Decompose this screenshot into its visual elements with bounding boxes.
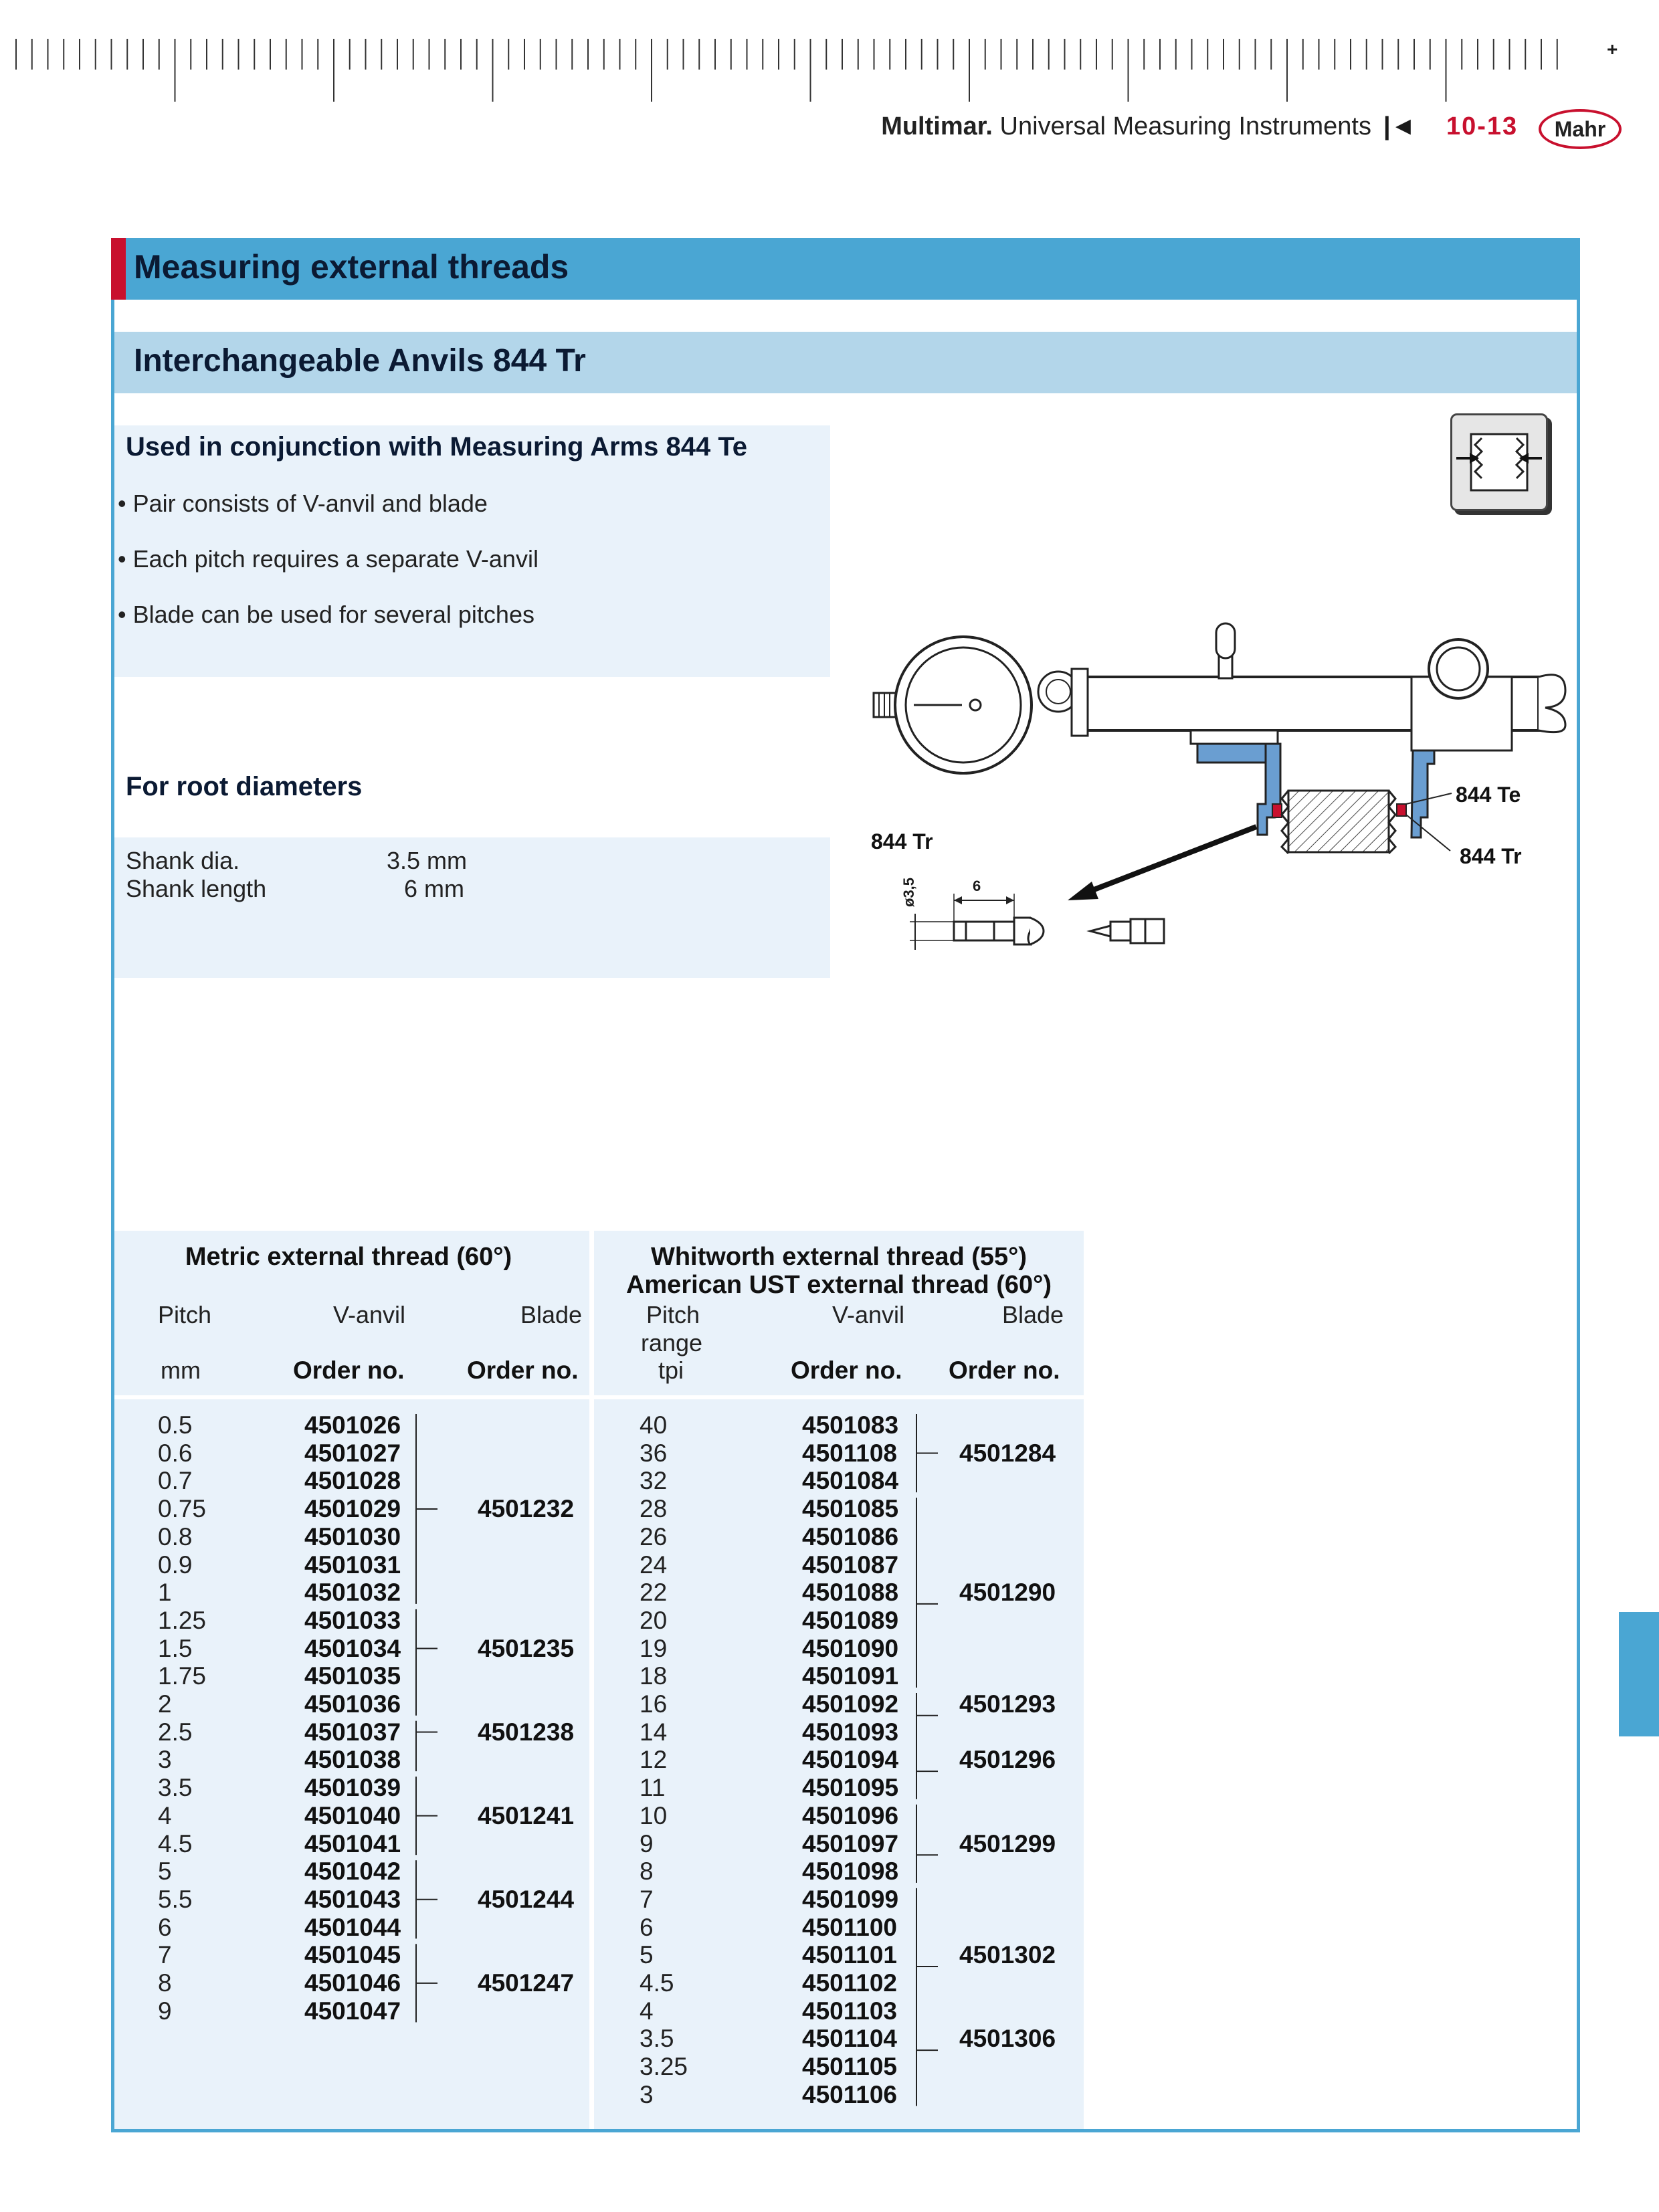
label-844-tr-right: 844 Tr [1460, 844, 1522, 868]
whitworth-pitch: 12 [640, 1746, 668, 1774]
bullet-pair: • Pair consists of V-anvil and blade [118, 490, 488, 517]
dim-diameter: ø3,5 [900, 877, 917, 907]
whitworth-pitch: 24 [640, 1550, 668, 1579]
metric-pitch: 8 [158, 1969, 172, 1997]
whitworth-vanvil-order: 4501098 [802, 1857, 899, 1886]
whitworth-blade-order: 4501306 [959, 2025, 1056, 2053]
shank-dia-label: Shank dia. [126, 847, 240, 874]
metric-pitch: 1 [158, 1579, 172, 1607]
whitworth-vanvil-order: 4501099 [802, 1885, 899, 1913]
metric-pitch: 1.75 [158, 1662, 207, 1690]
label-844-tr-left: 844 Tr [871, 829, 933, 853]
whitworth-pitch: 32 [640, 1467, 668, 1495]
whitworth-vanvil-order: 4501085 [802, 1495, 899, 1523]
whitworth-vanvil-order: 4501092 [802, 1690, 899, 1718]
whitworth-vanvil-order: 4501095 [802, 1774, 899, 1802]
label-844-te: 844 Te [1456, 783, 1521, 807]
whitworth-vanvil-order: 4501091 [802, 1662, 899, 1690]
metric-heading: Metric external thread (60°) [185, 1243, 512, 1271]
metric-pitch: 4 [158, 1801, 172, 1829]
metric-vanvil-order: 4501030 [304, 1522, 401, 1550]
metric-vanvil-order: 4501028 [304, 1467, 401, 1495]
metric-blade-order: 4501247 [478, 1969, 575, 1997]
header-brand: Multimar. [881, 112, 993, 140]
metric-pitch: 3 [158, 1746, 172, 1774]
whitworth-pitch: 26 [640, 1522, 668, 1550]
whitworth-pitch: 6 [640, 1913, 654, 1941]
shank-length-label: Shank length [126, 875, 267, 902]
whitworth-vanvil-order: 4501104 [802, 2025, 898, 2053]
metric-pitch: 0.6 [158, 1439, 193, 1467]
whitworth-vanvil-order: 4501108 [802, 1439, 898, 1467]
dim-length: 6 [973, 878, 981, 894]
whitworth-vanvil-order: 4501106 [802, 2080, 898, 2108]
metric-vanvil-order: 4501026 [304, 1411, 401, 1439]
whitworth-pitch: 16 [640, 1690, 668, 1718]
whitworth-vanvil-order: 4501089 [802, 1606, 899, 1634]
metric-pitch: 4.5 [158, 1829, 193, 1857]
whitworth-vanvil-order: 4501105 [802, 2053, 898, 2081]
metric-vanvil-order: 4501038 [304, 1746, 401, 1774]
metric-pitch: 2.5 [158, 1718, 193, 1746]
metric-pitch: 0.7 [158, 1467, 193, 1495]
intro-heading: Used in conjunction with Measuring Arms 844 Te [126, 432, 748, 462]
metric-unit-blade: Order no. [467, 1356, 579, 1384]
metric-vanvil-order: 4501029 [304, 1495, 401, 1523]
whitworth-vanvil-order: 4501096 [802, 1801, 899, 1829]
whitworth-vanvil-order: 4501084 [802, 1467, 899, 1495]
whitworth-vanvil-order: 4501086 [802, 1522, 899, 1550]
whitworth-blade-order: 4501284 [959, 1439, 1056, 1467]
whitworth-pitch: 10 [640, 1801, 668, 1829]
metric-unit-pitch: mm [161, 1356, 201, 1384]
whitworth-vanvil-order: 4501102 [802, 1969, 898, 1997]
metric-pitch: 6 [158, 1913, 172, 1941]
whitworth-pitch: 9 [640, 1829, 654, 1857]
whitworth-vanvil-order: 4501097 [802, 1829, 899, 1857]
metric-blade-order: 4501235 [478, 1634, 575, 1662]
metric-vanvil-order: 4501039 [304, 1774, 401, 1802]
metric-pitch: 0.9 [158, 1550, 193, 1579]
section-title: Measuring external threads [134, 248, 569, 286]
metric-vanvil-order: 4501045 [304, 1941, 401, 1969]
metric-vanvil-order: 4501043 [304, 1885, 401, 1913]
metric-blade-order: 4501241 [478, 1801, 575, 1829]
whitworth-pitch: 18 [640, 1662, 668, 1690]
whitworth-col-blade: Blade [1002, 1301, 1064, 1328]
crosshair-mark: + [1607, 39, 1618, 60]
metric-vanvil-order: 4501042 [304, 1857, 401, 1886]
metric-pitch: 2 [158, 1690, 172, 1718]
metric-vanvil-order: 4501041 [304, 1829, 401, 1857]
metric-vanvil-order: 4501033 [304, 1606, 401, 1634]
metric-pitch: 9 [158, 1997, 172, 2025]
bullet-pitch: • Each pitch requires a separate V-anvil [118, 545, 539, 573]
whitworth-unit-pitch: tpi [658, 1356, 684, 1384]
metric-blade-order: 4501238 [478, 1718, 575, 1746]
whitworth-blade-order: 4501293 [959, 1690, 1056, 1718]
whitworth-vanvil-order: 4501101 [802, 1941, 898, 1969]
whitworth-pitch: 11 [640, 1774, 666, 1802]
metric-vanvil-order: 4501044 [304, 1913, 401, 1941]
metric-col-pitch: Pitch [158, 1301, 212, 1328]
whitworth-heading-2: American UST external thread (60°) [625, 1271, 1052, 1299]
whitworth-col-vanvil: V-anvil [832, 1301, 905, 1328]
whitworth-pitch: 36 [640, 1439, 668, 1467]
header-subtitle: Universal Measuring Instruments [993, 112, 1371, 140]
metric-vanvil-order: 4501031 [304, 1550, 401, 1579]
whitworth-pitch: 28 [640, 1495, 668, 1523]
whitworth-pitch: 3.5 [640, 2025, 674, 2053]
whitworth-heading-1: Whitworth external thread (55°) [650, 1243, 1028, 1271]
bullet-blade: • Blade can be used for several pitches [118, 601, 534, 628]
metric-vanvil-order: 4501034 [304, 1634, 401, 1662]
whitworth-blade-order: 4501296 [959, 1746, 1056, 1774]
metric-vanvil-order: 4501035 [304, 1662, 401, 1690]
page-marker: |◄ [1383, 112, 1416, 140]
chapter-tab [1619, 1612, 1659, 1736]
metric-vanvil-order: 4501036 [304, 1690, 401, 1718]
whitworth-pitch: 4 [640, 1997, 654, 2025]
metric-col-vanvil: V-anvil [333, 1301, 406, 1328]
metric-vanvil-order: 4501037 [304, 1718, 401, 1746]
whitworth-pitch: 4.5 [640, 1969, 674, 1997]
metric-col-blade: Blade [520, 1301, 583, 1328]
root-heading: For root diameters [126, 772, 363, 801]
metric-unit-vanvil: Order no. [293, 1356, 405, 1384]
metric-pitch: 7 [158, 1941, 172, 1969]
whitworth-pitch: 20 [640, 1606, 668, 1634]
metric-pitch: 0.8 [158, 1522, 193, 1550]
whitworth-pitch: 40 [640, 1411, 668, 1439]
whitworth-col-pitch: Pitch [646, 1301, 700, 1328]
whitworth-pitch: 14 [640, 1718, 668, 1746]
metric-pitch: 5 [158, 1857, 172, 1886]
metric-pitch: 1.5 [158, 1634, 193, 1662]
mahr-logo: Mahr [1539, 109, 1622, 149]
whitworth-pitch: 8 [640, 1857, 654, 1886]
whitworth-unit-vanvil: Order no. [791, 1356, 902, 1384]
metric-blade-order: 4501244 [478, 1885, 575, 1913]
metric-vanvil-order: 4501046 [304, 1969, 401, 1997]
whitworth-blade-order: 4501299 [959, 1829, 1056, 1857]
whitworth-pitch: 3.25 [640, 2053, 688, 2081]
whitworth-pitch: 22 [640, 1579, 668, 1607]
metric-pitch: 5.5 [158, 1885, 193, 1913]
whitworth-pitch: 7 [640, 1885, 654, 1913]
section-subtitle: Interchangeable Anvils 844 Tr [134, 343, 586, 379]
metric-pitch: 1.25 [158, 1606, 207, 1634]
metric-blade-order: 4501232 [478, 1495, 575, 1523]
whitworth-vanvil-order: 4501093 [802, 1718, 899, 1746]
metric-vanvil-order: 4501040 [304, 1801, 401, 1829]
whitworth-blade-order: 4501290 [959, 1579, 1056, 1607]
whitworth-col-range: range [641, 1329, 703, 1356]
page-number: 10-13 [1446, 112, 1519, 140]
metric-vanvil-order: 4501027 [304, 1439, 401, 1467]
shank-length-value: 6 mm [404, 875, 464, 902]
whitworth-vanvil-order: 4501083 [802, 1411, 899, 1439]
whitworth-unit-blade: Order no. [949, 1356, 1060, 1384]
whitworth-vanvil-order: 4501100 [802, 1913, 898, 1941]
metric-vanvil-order: 4501032 [304, 1579, 401, 1607]
whitworth-vanvil-order: 4501088 [802, 1579, 899, 1607]
whitworth-blade-order: 4501302 [959, 1941, 1056, 1969]
metric-pitch: 0.75 [158, 1495, 207, 1523]
metric-pitch: 3.5 [158, 1774, 193, 1802]
whitworth-pitch: 5 [640, 1941, 654, 1969]
metric-vanvil-order: 4501047 [304, 1997, 401, 2025]
whitworth-vanvil-order: 4501094 [802, 1746, 899, 1774]
metric-pitch: 0.5 [158, 1411, 193, 1439]
shank-dia-value: 3.5 mm [387, 847, 468, 874]
whitworth-vanvil-order: 4501090 [802, 1634, 899, 1662]
whitworth-vanvil-order: 4501103 [802, 1997, 898, 2025]
whitworth-vanvil-order: 4501087 [802, 1550, 899, 1579]
whitworth-pitch: 19 [640, 1634, 668, 1662]
whitworth-pitch: 3 [640, 2080, 654, 2108]
